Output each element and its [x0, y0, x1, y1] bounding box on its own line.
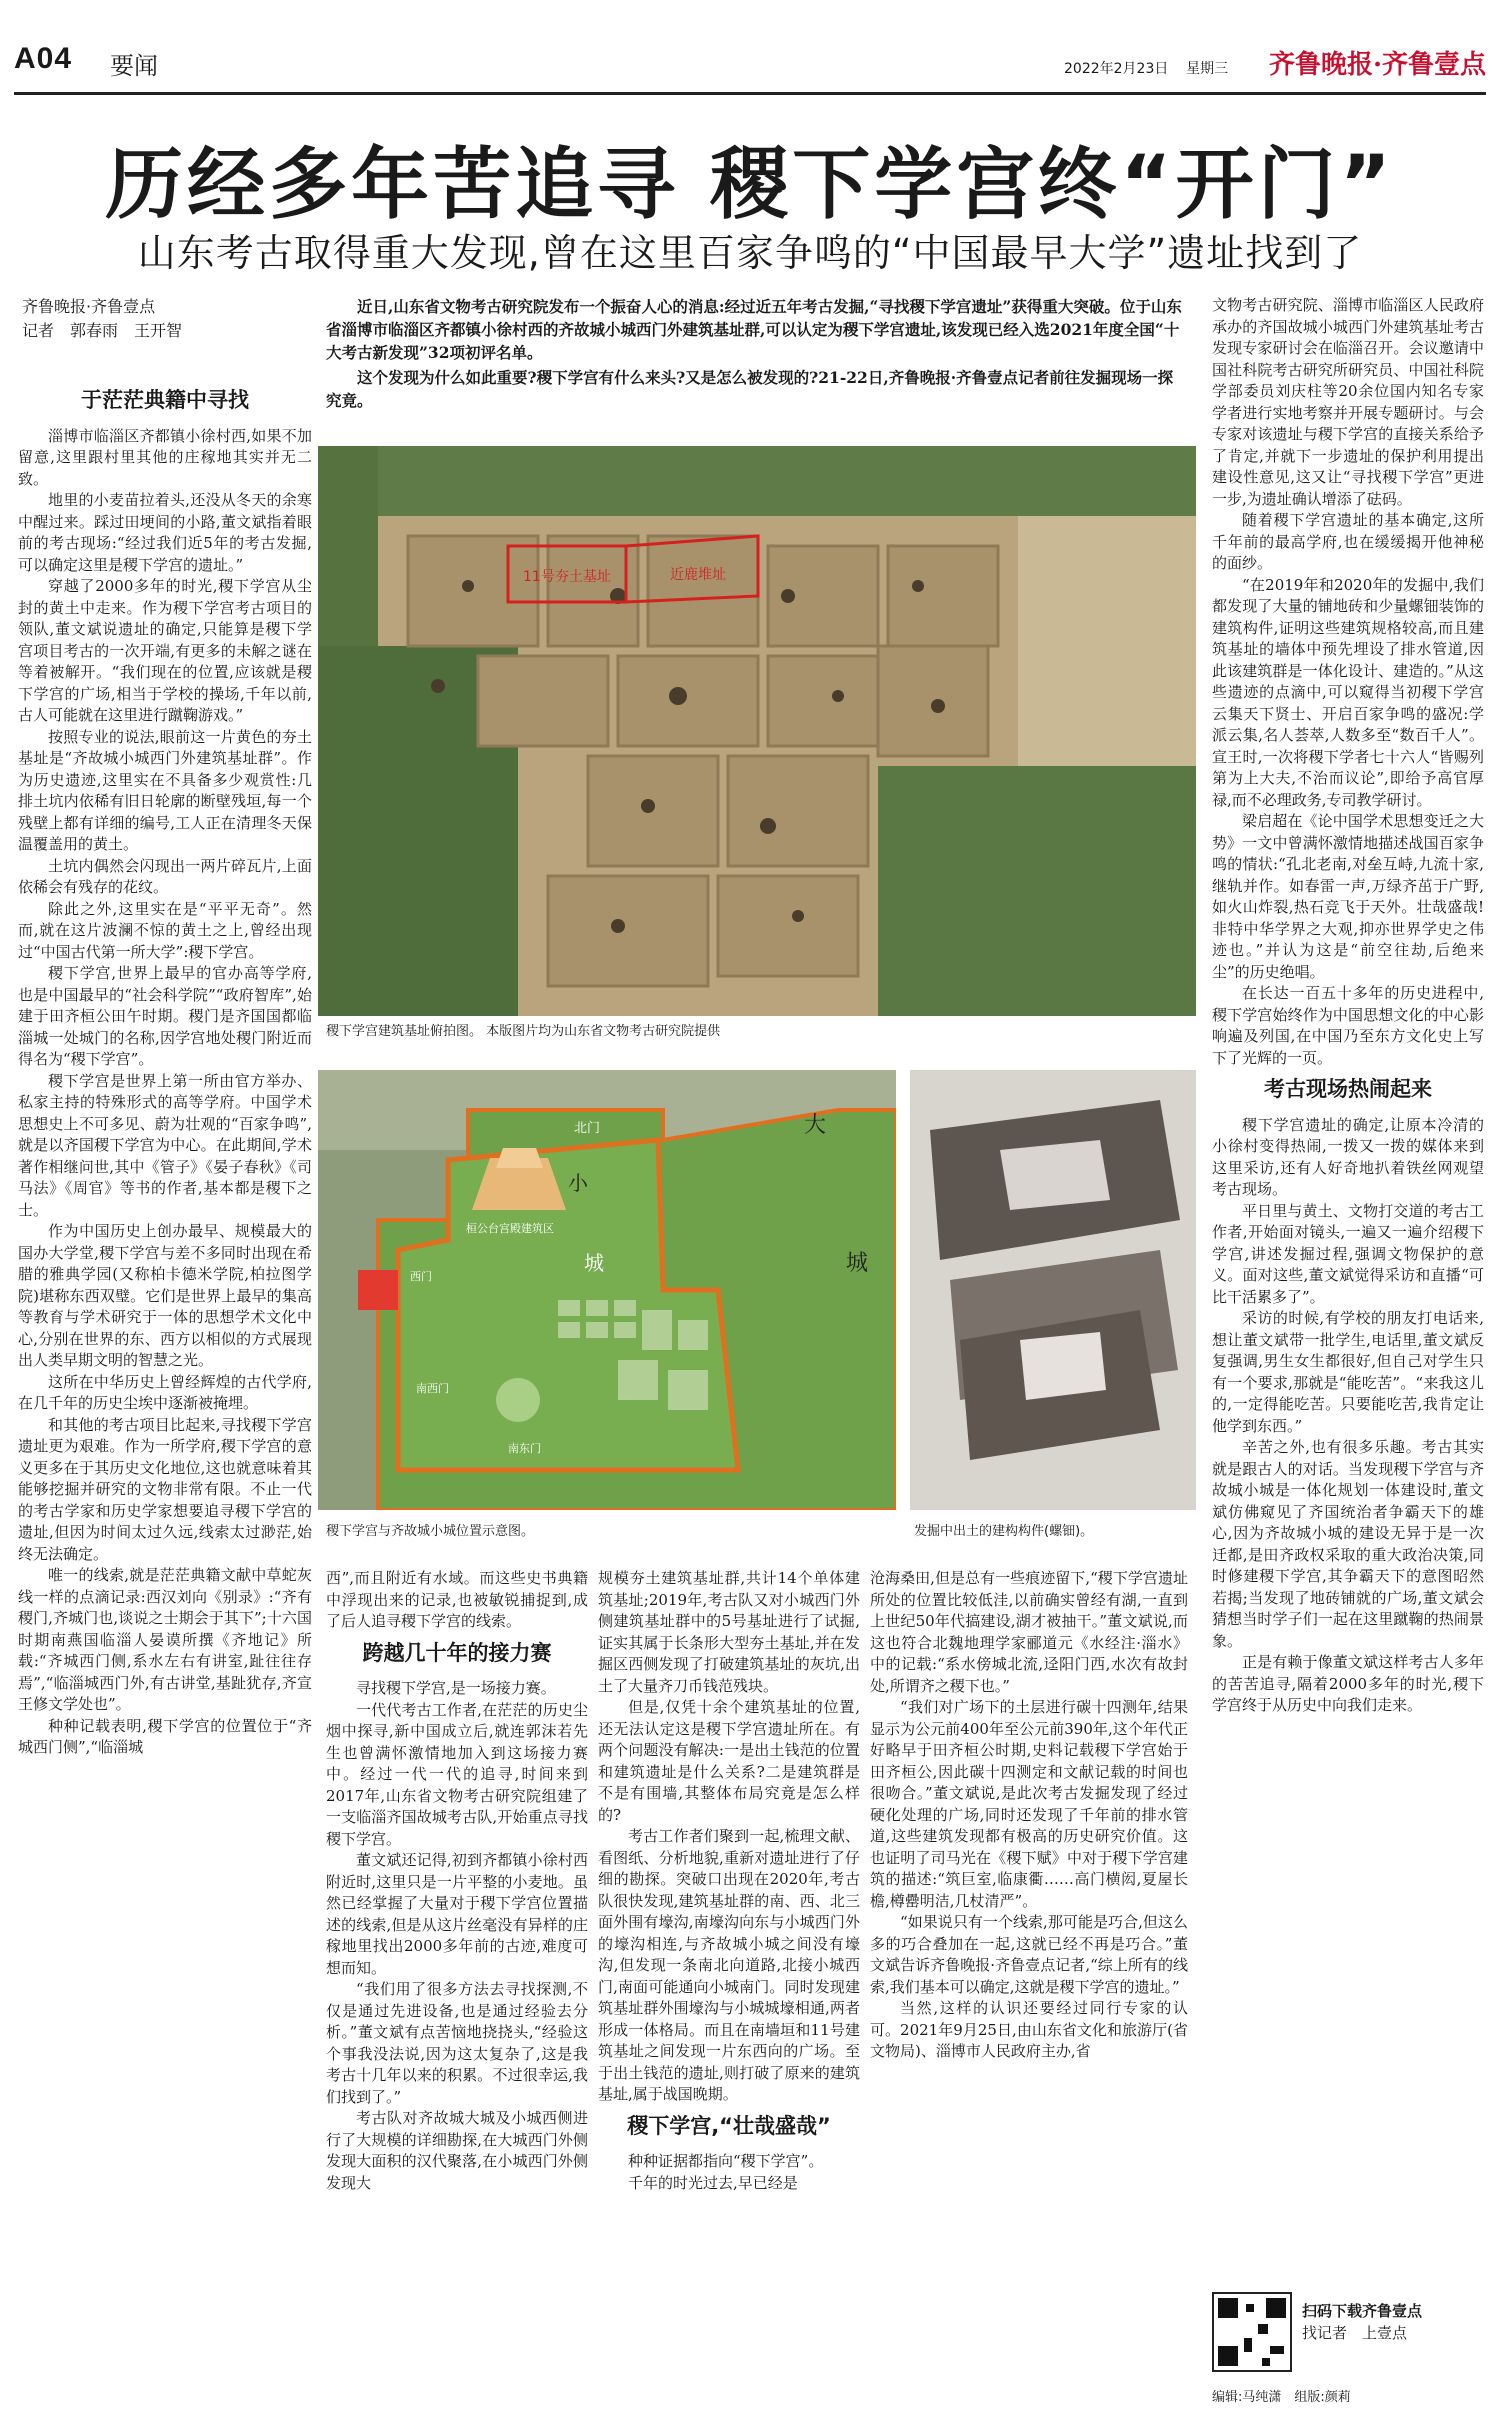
artifact-photo [910, 1070, 1196, 1510]
left-p: 稷下学宫是世界上第一所由官方举办、私家主持的特殊形式的高等学府。中国学术思想史上不可多见、蔚为壮观的“百家争鸣”,就是以齐国稷下学宫为中心。在此期间,学术著作相继问世,其中《管子》《晏子春秋》《司马法》《周官》等书的作者,基本都是稷下之士。 [18, 1071, 312, 1219]
artifact-caption: 发掘中出土的建构构件(螺钿)。 [914, 1524, 1094, 1539]
left-p: 地里的小麦苗拉着头,还没从冬天的余寒中醒过来。踩过田埂间的小路,董文斌指着眼前的考古现场:“经过我们近5年的考古发掘,可以确定这里是稷下学宫的遗址。” [18, 491, 312, 574]
right-column [1212, 295, 1484, 2085]
left-p: 作为中国历史上创办最早、规模最大的国办大学堂,稷下学宫与差不多同时出现在希腊的雅典学园(又称柏卡德米学院,柏拉图学院)堪称东西双璧。它们是世界上最早的集高等教育与学术研究于一体的思想学术文化中心,分别在世界的东、西方以相似的方式展现出人类早期文明的智慧之光。 [18, 1222, 312, 1369]
lead-paragraph [326, 295, 1186, 414]
map-label-small: 小 [568, 1171, 588, 1195]
b1-p: 董文斌还记得,初到齐都镇小徐村西附近时,这里只是一片平整的小麦地。虽然已经掌握了大量对于稷下学宫位置描述的线索,但是从这片丝毫没有异样的庄稼地里找出2000多年前的古迹,难度可想而知。 [326, 1851, 588, 1977]
b3-p: 沧海桑田,但是总有一些痕迹留下,“稷下学宫遗址所处的位置比较低洼,以前确实曾经有湖,一直到上世纪50年代搞建设,湖才被抽干。”董文斌说,而这也符合北魏地理学家郦道元《水经注·淄水》中的记载:“系水傍城北流,迳阳门西,水次有故封处,所谓齐之稷下也。” [870, 1569, 1188, 1695]
b1-p: 西”,而且附近有水域。而这些史书典籍中浮现出来的记录,也被敏锐捕捉到,成了后人追寻稷下学宫的线索。 [326, 1569, 588, 1630]
date-line [1064, 58, 1228, 78]
byline-outlet: 齐鲁晚报·齐鲁壹点 [22, 297, 156, 316]
footer-scan-line-1: 扫码下载齐鲁壹点 [1302, 2302, 1423, 2320]
right-p: 稷下学宫遗址的确定,让原本冷清的小徐村变得热闹,一拨又一拨的媒体来到这里采访,还有人好奇地扒着铁丝网观望考古现场。 [1212, 1115, 1484, 1198]
right-p: 随着稷下学宫遗址的基本确定,这所千年前的最高学府,也在缓缓揭开他神秘的面纱。 [1212, 511, 1484, 572]
map-label-city: 城 [846, 1251, 869, 1276]
brand-logo: 齐鲁晚报·齐鲁壹点 [1268, 50, 1486, 80]
byline [22, 295, 282, 343]
map-label-south-west-gate: 南西门 [416, 1382, 449, 1395]
bottom-column-1 [326, 1568, 588, 2408]
left-p: 土坑内偶然会闪现出一两片碎瓦片,上面依稀会有残存的花纹。 [18, 856, 312, 896]
right-p: “在2019年和2020年的发掘中,我们都发现了大量的铺地砖和少量螺钿装饰的建筑构件,证明这些建筑规格较高,而且建筑基址的墙体中预先埋设了排水管道,因此该建筑群是一体化设计、建造的。”从这些遗迹的点滴中,可以窥得当初稷下学宫云集天下贤士、开启百家争鸣的盛况:学派云集,名人荟萃,人数多至“数百千人”。宣王时,一次将稷下学者七十六人“皆赐列第为上大夫,不治而议论”,即给予高官厚禄,而不必理政务,专司教学研讨。 [1212, 575, 1484, 809]
b1-p: 寻找稷下学宫,是一场接力赛。 [356, 1679, 556, 1697]
left-column-heading: 于茫茫典籍中寻找 [81, 388, 249, 412]
left-p: 穿越了2000多年的时光,稷下学宫从尘封的黄土中走来。作为稷下学宫考古项目的领队,董文斌说遗址的确定,只能算是稷下学宫项目考古的一次开端,有更多的未解之谜在等着被解开。“我们现在的位置,应该就是稷下学宫的广场,相当于学校的操场,千年以前,古人可能就在这里进行蹴鞠游戏。” [18, 577, 312, 724]
map-label-big: 大 [804, 1113, 827, 1138]
artifact-illustration [910, 1070, 1196, 1510]
b3-p: 当然,这样的认识还要经过同行专家的认可。2021年9月25日,由山东省文化和旅游厅(省文物局)、淄博市人民政府主办,省 [870, 1999, 1188, 2060]
header-rule [14, 92, 1486, 95]
byline-reporters: 记者 郭春雨 王开智 [22, 321, 183, 340]
section-name: 要闻 [110, 52, 158, 80]
site-map-illustration [318, 1070, 896, 1510]
headline: 历经多年苦追寻 稷下学宫终“开门” [105, 140, 1395, 230]
issue-weekday: 星期三 [1186, 61, 1229, 77]
b2-p: 但是,仅凭十余个建筑基址的位置,还无法认定这是稷下学宫遗址所在。有两个问题没有解决:一是出土钱范的位置和建筑遗址是什么关系?二是建筑群是不是有围墙,其整体布局究竟是怎么样的? [598, 1698, 860, 1824]
right-p: 正是有赖于像董文斌这样考古人多年的苦苦追寻,隔着2000多年的时光,稷下学宫终于从历史中向我们走来。 [1212, 1653, 1484, 1714]
map-caption: 稷下学宫与齐故城小城位置示意图。 [326, 1524, 535, 1539]
b2-p: 考古工作者们聚到一起,梳理文献、看图纸、分析地貌,重新对遗址进行了仔细的勘探。突破口出现在2020年,考古队很快发现,建筑基址群的南、西、北三面外围有壕沟,南壕沟向东与小城西门外的壕沟相连,与齐故城小城之间没有壕沟,但发现一条南北向道路,北接小城西门,南面可能通向小城南门。同时发现建筑基址群外围壕沟与小城城壕相通,两者形成一体格局。而且在南墙垣和11号建筑基址之间发现一片东西向的广场。至于出土钱范的遗址,则打破了原来的建筑基址,属于战国晚期。 [598, 1827, 860, 2103]
aerial-caption: 稷下学宫建筑基址俯拍图。 本版图片均为山东省文物考古研究院提供 [326, 1024, 721, 1039]
left-p: 这所在中华历史上曾经辉煌的古代学府,在几千年的历史尘埃中逐渐被掩埋。 [18, 1372, 312, 1412]
left-p: 稷下学宫,世界上最早的官办高等学府,也是中国最早的“社会科学院”“政府智库”,始建于田齐桓公田午时期。稷门是齐国国都临淄城一处城门的名称,因学宫地处稷门附近而得名为“稷下学宫”。 [18, 964, 312, 1068]
right-heading: 考古现场热闹起来 [1264, 1077, 1432, 1101]
lead-p1: 近日,山东省文物考古研究院发布一个振奋人心的消息:经过近五年考古发掘,“寻找稷下学宫遗址”获得重大突破。位于山东省淄博市临淄区齐都镇小徐村西的齐故城小城西门外建筑基址群,可以认定为稷下学宫遗址,该发现已经入选2021年度全国“十大考古新发现”32项初评名单。 [326, 297, 1182, 362]
left-p: 和其他的考古项目比起来,寻找稷下学宫遗址更为艰难。作为一所学府,稷下学宫的意义更多在于其历史文化地位,这也就意味着其能够挖掘并研究的文物非常有限。不止一代的考古学家和历史学家想要追寻稷下学宫的遗址,但因为时间太过久远,线索太过渺茫,始终无法确定。 [18, 1415, 312, 1563]
b1-p: 一代代考古工作者,在茫茫的历史尘烟中探寻,新中国成立后,就连郭沫若先生也曾满怀激情地加入到这场接力赛中。经过一代一代的追寻,时间来到2017年,山东省文物考古研究院组建了一支临淄齐国故城考古队,开始重点寻找稷下学宫。 [326, 1700, 588, 1848]
editor-credit: 编辑:马纯潇 组版:颜莉 [1212, 2390, 1351, 2405]
map-label-north-gate: 北门 [574, 1121, 601, 1136]
b1-heading: 跨越几十年的接力赛 [362, 1640, 552, 1665]
aerial-label-foundation-11: 11号夯土基址 [523, 569, 611, 585]
right-p: 在长达一百五十多年的历史进程中,稷下学宫始终作为中国思想文化的中心影响遍及列国,在中国乃至东方文化史上写下了光辉的一页。 [1212, 984, 1484, 1067]
map-label-south-east-gate: 南东门 [508, 1442, 541, 1455]
right-p: 梁启超在《论中国学术思想变迁之大势》一文中曾满怀激情地描述战国百家争鸣的情状:“孔北老南,对垒互峙,九流十家,继轨并作。如春雷一声,万绿齐茁于广野,如火山炸裂,热石竞飞于天外。壮哉盛哉!非特中华学界之大观,抑亦世界学史之伟迹也。”并认为这是“前空往劫,后绝来尘”的历史绝唱。 [1212, 812, 1484, 981]
b1-p: 考古队对齐故城大城及小城西侧进行了大规模的详细勘探,在大城西门外侧发现大面积的汉代聚落,在小城西门外侧发现大 [326, 2109, 588, 2192]
left-p: 按照专业的说法,眼前这一片黄色的夯土基址是“齐故城小城西门外建筑基址群”。作为历史遗迹,这里实在不具备多少观赏性:几排土坑内依稀有旧日轮廓的断壁残垣,每一个残壁上都有详细的编号,工人正在清理冬天保温覆盖用的黄土。 [18, 727, 312, 853]
aerial-photo [318, 446, 1196, 1016]
right-p: 辛苦之外,也有很多乐趣。考古其实就是跟古人的对话。当发现稷下学宫与齐故城小城是一体化规划一体建设时,董文斌仿佛窥见了齐国统治者争霸天下的雄心,因为齐故城小城的建设无异于是一次迁都,是田齐政权采取的重大政治决策,同时修建稷下学宫,其争霸天下的意图昭然若揭;当发现了地砖铺就的广场,董文斌会猜想当时学子们一起在这里蹴鞠的热闹景象。 [1212, 1438, 1484, 1650]
aerial-illustration [318, 446, 1196, 1016]
bottom-column-2 [598, 1568, 860, 2408]
left-p: 唯一的线索,就是茫茫典籍文献中草蛇灰线一样的点滴记录:西汉刘向《别录》:“齐有稷门,齐城门也,谈说之士期会于其下”;十六国时期南燕国临淄人晏谟所撰《齐地记》所载:“齐城西门侧,系水左右有讲室,趾往往存焉”,“临淄城西门外,有古讲堂,基趾犹存,齐宣王修文学处也”。 [18, 1566, 312, 1713]
b2-p: 千年的时光过去,早已经是 [628, 2173, 798, 2192]
map-label-west-gate: 西门 [410, 1270, 432, 1283]
b2-p: 规模夯土建筑基址群,共计14个单体建筑基址;2019年,考古队又对小城西门外侧建筑基址群中的5号基址进行了试掘,证实其属于长条形大型夯土基址,并在发掘区西侧发现了打破建筑基址的灰坑,出土了大量齐刀币钱范残块。 [598, 1569, 860, 1695]
left-p: 除此之外,这里实在是“平平无奇”。然而,就在这片波澜不惊的黄土之上,曾经出现过“中国古代第一所大学”:稷下学宫。 [18, 899, 312, 961]
left-p: 种种记载表明,稷下学宫的位置位于“齐城西门侧”,“临淄城 [18, 1716, 312, 1756]
footer-scan-text [1302, 2300, 1422, 2344]
b3-p: “如果说只有一个线索,那可能是巧合,但这么多的巧合叠加在一起,这就已经不再是巧合。”董文斌告诉齐鲁晚报·齐鲁壹点记者,“综上所有的线索,我们基本可以确定,这就是稷下学宫的遗址。” [870, 1913, 1188, 1996]
b3-p: “我们对广场下的土层进行碳十四测年,结果显示为公元前400年至公元前390年,这个年代正好略早于田齐桓公时期,史料记载稷下学宫始于田齐桓公,因此碳十四测定和文献记载的时间也很吻合。”董文斌说,是此次考古发掘发现了经过硬化处理的广场,同时还发现了千年前的排水管道,这些建筑发现都有极高的历史研究价值。这也证明了司马光在《稷下赋》中对于稷下学宫建筑的描述:“筑巨室,临康衢……高门横闳,夏屋长檐,樽罍明洁,几杖清严”。 [870, 1698, 1188, 1910]
right-p: 文物考古研究院、淄博市临淄区人民政府承办的齐国故城小城西门外建筑基址考古发现专家研讨会在临淄召开。会议邀请中国社科院考古研究所研究员、中国社科院学部委员刘庆柱等20余位国内知名专家学者进行实地考察并开展专题研讨。与会专家对该遗址与稷下学宫的直接关系给予了肯定,并就下一步遗址的保护利用提出建设性意见,这又让“寻找稷下学宫”更进一步,为遗址确认增添了砝码。 [1212, 296, 1484, 508]
b2-p: 种种证据都指向“稷下学宫”。 [628, 2152, 824, 2170]
page-code: A04 [14, 42, 73, 75]
lead-p2: 这个发现为什么如此重要?稷下学宫有什么来头?又是怎么被发现的?21-22日,齐鲁晚报·齐鲁壹点记者前往发掘现场一探究竟。 [326, 368, 1174, 410]
qr-code-icon[interactable] [1212, 2292, 1292, 2372]
issue-date: 2022年2月23日 [1064, 61, 1169, 77]
subheadline: 山东考古取得重大发现,曾在这里百家争鸣的“中国最早大学”遗址找到了 [137, 231, 1363, 275]
masthead [14, 42, 1486, 86]
right-p: 采访的时候,有学校的朋友打电话来,想让董文斌带一批学生,电话里,董文斌反复强调,男生女生都很好,但自己对学生只有一个要求,那就是“能吃苦”。“来我这儿的,一定得能吃苦。只要能吃苦,我肯定让他学到东西。” [1212, 1309, 1484, 1435]
aerial-label-secondary: 近鹿堆址 [670, 567, 726, 583]
left-column [18, 380, 312, 2400]
footer-scan-line-2: 找记者 上壹点 [1302, 2324, 1408, 2342]
b2-heading: 稷下学宫,“壮哉盛哉” [627, 2113, 831, 2138]
right-p: 平日里与黄土、文物打交道的考古工作者,开始面对镜头,一遍又一遍介绍稷下学宫,讲述发掘过程,强调文物保护的意义。面对这些,董文斌觉得采访和直播“可比干活累多了”。 [1212, 1201, 1484, 1306]
b1-p: “我们用了很多方法去寻找探测,不仅是通过先进设备,也是通过经验去分析。”董文斌有点苦恼地挠挠头,“经验这个事我没法说,因为这太复杂了,这是我考古十几年以来的积累。不过很幸运,我们找到了。” [326, 1980, 588, 2106]
bottom-column-3 [870, 1568, 1188, 2408]
left-p: 淄博市临淄区齐都镇小徐村西,如果不加留意,这里跟村里其他的庄稼地其实并无二致。 [18, 426, 312, 488]
map-label-palace: 桓公台宫殿建筑区 [466, 1222, 554, 1235]
site-map [318, 1070, 896, 1510]
map-label-small-city: 城 [584, 1251, 604, 1275]
